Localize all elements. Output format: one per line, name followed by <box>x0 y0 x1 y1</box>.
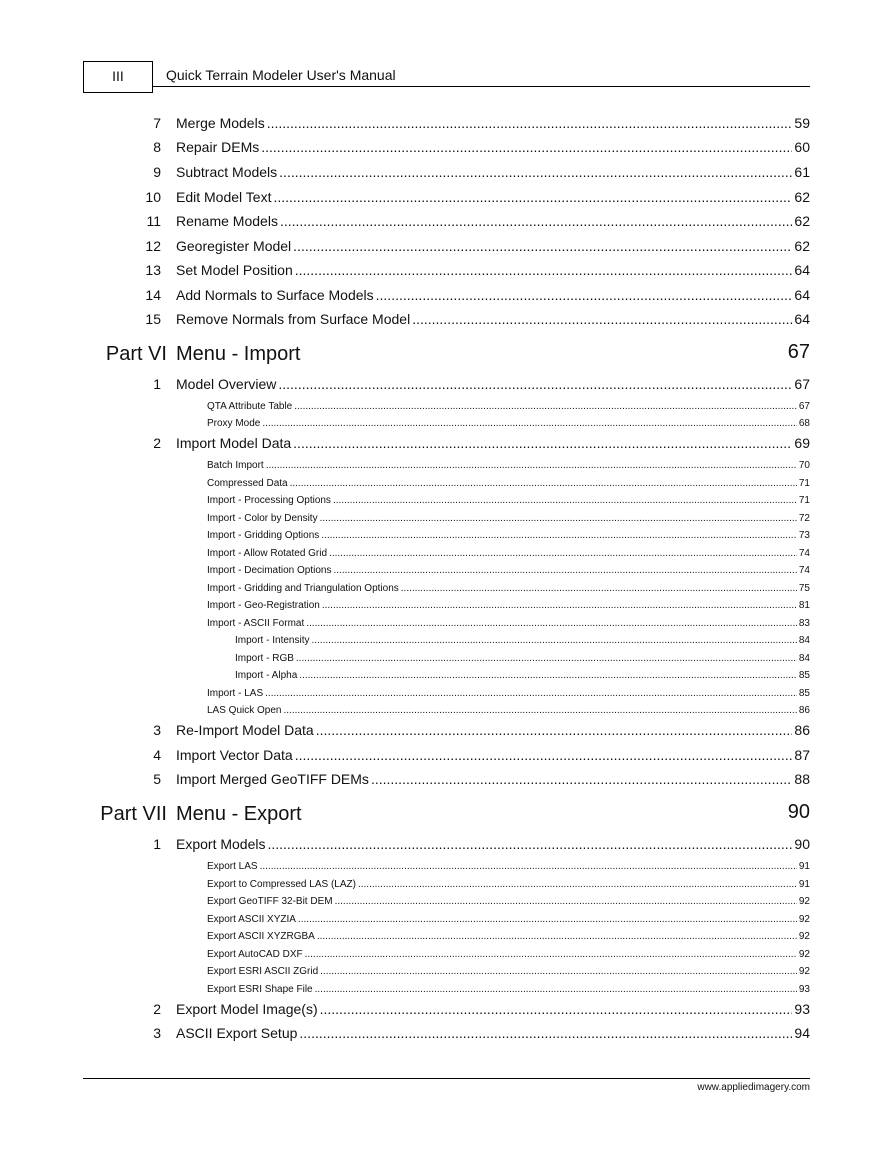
toc-subentry-page: 91 <box>798 879 810 890</box>
toc-subentry[interactable] <box>207 401 810 412</box>
toc-subentry[interactable] <box>207 984 810 995</box>
toc-subentry-page: 92 <box>798 949 810 960</box>
dot-leader <box>295 262 793 278</box>
toc-subentry-page: 70 <box>798 460 810 471</box>
toc-entry-number: 12 <box>145 238 161 254</box>
toc-subentry-page: 92 <box>798 896 810 907</box>
toc-subentry[interactable] <box>207 548 810 559</box>
toc-subentry[interactable] <box>207 879 810 890</box>
toc-subsubentry-title: Import - RGB <box>235 653 294 664</box>
toc-entry-number: 5 <box>153 771 161 787</box>
dot-leader <box>371 771 792 787</box>
toc-entry-page: 64 <box>794 262 810 278</box>
toc-subentry[interactable] <box>207 931 810 942</box>
toc-entry-title: Export Model Image(s) <box>176 1001 318 1017</box>
part-page: 67 <box>787 341 810 363</box>
toc-entry-number: 4 <box>153 747 161 763</box>
dot-leader <box>267 836 792 852</box>
toc-subentry-title: Export ASCII XYZRGBA <box>207 931 315 942</box>
toc-entry[interactable] <box>153 771 810 787</box>
toc-subentry-page: 73 <box>798 530 810 541</box>
toc-entry-title: Merge Models <box>176 115 265 131</box>
toc-entry[interactable] <box>145 262 810 278</box>
toc-entry[interactable] <box>153 1025 810 1041</box>
page-number: III <box>112 68 124 84</box>
toc-subentry[interactable] <box>207 418 810 429</box>
toc-subsubentry[interactable] <box>235 670 810 681</box>
toc-entry-title: Remove Normals from Surface Model <box>176 311 411 327</box>
dot-leader <box>290 478 797 489</box>
dot-leader <box>334 565 797 576</box>
toc-entry-page: 87 <box>794 747 810 763</box>
toc-entry-number: 1 <box>153 376 161 392</box>
toc-subentry-page: 86 <box>798 705 810 716</box>
toc-entry-number: 15 <box>145 311 161 327</box>
toc-subentry[interactable] <box>207 705 810 716</box>
toc-entry[interactable] <box>153 164 810 180</box>
toc-subentry-page: 92 <box>798 931 810 942</box>
toc-subentry-title: Import - Color by Density <box>207 513 318 524</box>
dot-leader <box>320 966 797 977</box>
toc-subentry-title: Proxy Mode <box>207 418 261 429</box>
running-title: Quick Terrain Modeler User's Manual <box>166 67 396 83</box>
dot-leader <box>279 164 792 180</box>
toc-subentry-page: 72 <box>798 513 810 524</box>
toc-subentry[interactable] <box>207 914 810 925</box>
footer-rule <box>83 1078 810 1079</box>
dot-leader <box>358 879 797 890</box>
dot-leader <box>267 115 793 131</box>
toc-subentry[interactable] <box>207 513 810 524</box>
toc-entry-page: 60 <box>794 139 810 155</box>
toc-subsubentry-page: 85 <box>798 670 810 681</box>
toc-subentry-title: Import - Geo-Registration <box>207 600 320 611</box>
dot-leader <box>316 722 793 738</box>
toc-subentry[interactable] <box>207 896 810 907</box>
toc-subentry[interactable] <box>207 861 810 872</box>
toc-entry-page: 64 <box>794 311 810 327</box>
toc-entry-page: 94 <box>794 1025 810 1041</box>
dot-leader <box>273 189 792 205</box>
toc-subentry-title: Import - Allow Rotated Grid <box>207 548 328 559</box>
part-page: 90 <box>787 801 810 823</box>
page-number-box <box>83 61 153 93</box>
toc-entry-title: Rename Models <box>176 213 278 229</box>
dot-leader <box>294 401 797 412</box>
toc-entry[interactable] <box>145 189 810 205</box>
dot-leader <box>376 287 793 303</box>
toc-entry-page: 64 <box>794 287 810 303</box>
toc-entry-title: Import Merged GeoTIFF DEMs <box>176 771 369 787</box>
dot-leader <box>322 600 797 611</box>
dot-leader <box>266 460 797 471</box>
toc-subentry-page: 67 <box>798 401 810 412</box>
toc-subentry-page: 74 <box>798 548 810 559</box>
toc-entry[interactable] <box>153 435 810 451</box>
toc-entry-title: Model Overview <box>176 376 277 392</box>
toc-subentry[interactable] <box>207 688 810 699</box>
dot-leader <box>298 914 797 925</box>
part-label: Part VI <box>105 343 167 365</box>
toc-subentry-page: 83 <box>798 618 810 629</box>
toc-subentry-title: Export ESRI Shape File <box>207 984 313 995</box>
dot-leader <box>401 583 797 594</box>
toc-subentry-title: Import - Gridding Options <box>207 530 320 541</box>
toc-entry-page: 62 <box>794 189 810 205</box>
dot-leader <box>283 705 796 716</box>
toc-entry-title: Re-Import Model Data <box>176 722 314 738</box>
toc-subentry[interactable] <box>207 565 810 576</box>
toc-subentry-title: Batch Import <box>207 460 264 471</box>
toc-subentry[interactable] <box>207 966 810 977</box>
toc-subentry-title: Import - ASCII Format <box>207 618 305 629</box>
toc-subentry-page: 92 <box>798 914 810 925</box>
toc-entry-page: 61 <box>794 164 810 180</box>
dot-leader <box>261 139 792 155</box>
toc-subentry-title: Export GeoTIFF 32-Bit DEM <box>207 896 333 907</box>
toc-subsubentry-title: Import - Alpha <box>235 670 298 681</box>
toc-entry-page: 62 <box>794 238 810 254</box>
toc-subentry-page: 92 <box>798 966 810 977</box>
dot-leader <box>299 670 797 681</box>
dot-leader <box>260 861 797 872</box>
toc-subentry-title: Export ASCII XYZIA <box>207 914 296 925</box>
header-rule <box>153 86 810 87</box>
dot-leader <box>306 618 797 629</box>
toc-entry-number: 14 <box>145 287 161 303</box>
toc-subsubentry[interactable] <box>235 653 810 664</box>
dot-leader <box>329 548 797 559</box>
part-title: Menu - Import <box>176 343 301 365</box>
toc-subentry[interactable] <box>207 460 810 471</box>
toc-subentry-title: Import - Decimation Options <box>207 565 332 576</box>
toc-entry-page: 67 <box>794 376 810 392</box>
part-label: Part VII <box>100 803 167 825</box>
toc-subentry-title: LAS Quick Open <box>207 705 282 716</box>
toc-entry-title: Import Vector Data <box>176 747 293 763</box>
toc-subsubentry-page: 84 <box>798 635 810 646</box>
toc-entry-number: 8 <box>153 139 161 155</box>
toc-entry-number: 10 <box>145 189 161 205</box>
toc-entry[interactable] <box>145 287 810 303</box>
toc-entry-title: Georegister Model <box>176 238 292 254</box>
dot-leader <box>305 949 797 960</box>
toc-entry-number: 7 <box>153 115 161 131</box>
dot-leader <box>333 495 797 506</box>
toc-entry[interactable] <box>145 238 810 254</box>
toc-subentry-title: Compressed Data <box>207 478 288 489</box>
dot-leader <box>315 984 797 995</box>
toc-entry-number: 2 <box>153 435 161 451</box>
toc-subentry-title: Export to Compressed LAS (LAZ) <box>207 879 356 890</box>
toc-entry-page: 93 <box>794 1001 810 1017</box>
toc-entry-title: ASCII Export Setup <box>176 1025 298 1041</box>
toc-subentry-page: 75 <box>798 583 810 594</box>
toc-subentry-title: Import - Gridding and Triangulation Options <box>207 583 399 594</box>
dot-leader <box>320 1001 793 1017</box>
toc-subentry[interactable] <box>207 949 810 960</box>
toc-subsubentry[interactable] <box>235 635 810 646</box>
toc-subentry-page: 93 <box>798 984 810 995</box>
toc-subentry[interactable] <box>207 583 810 594</box>
toc-subentry-title: Import - LAS <box>207 688 264 699</box>
toc-entry-number: 3 <box>153 1025 161 1041</box>
dot-leader <box>311 635 796 646</box>
toc-subentry-title: Export ESRI ASCII ZGrid <box>207 966 319 977</box>
dot-leader <box>317 931 797 942</box>
toc-subentry-page: 81 <box>798 600 810 611</box>
toc-entry-number: 9 <box>153 164 161 180</box>
toc-subentry-page: 85 <box>798 688 810 699</box>
toc-entry-title: Import Model Data <box>176 435 292 451</box>
dot-leader <box>321 530 797 541</box>
toc-subentry-page: 68 <box>798 418 810 429</box>
toc-entry-page: 88 <box>794 771 810 787</box>
dot-leader <box>412 311 792 327</box>
toc-entry-page: 69 <box>794 435 810 451</box>
toc-entry-title: Edit Model Text <box>176 189 272 205</box>
toc-entry-title: Repair DEMs <box>176 139 260 155</box>
dot-leader <box>262 418 797 429</box>
dot-leader <box>296 653 797 664</box>
dot-leader <box>320 513 797 524</box>
part-title: Menu - Export <box>176 803 302 825</box>
toc-entry[interactable] <box>145 311 810 327</box>
toc-entry[interactable] <box>153 115 810 131</box>
toc-subentry-page: 74 <box>798 565 810 576</box>
toc-entry-page: 59 <box>794 115 810 131</box>
toc-entry-title: Subtract Models <box>176 164 278 180</box>
toc-entry[interactable] <box>153 836 810 852</box>
toc-subentry[interactable] <box>207 618 810 629</box>
toc-subentry[interactable] <box>207 478 810 489</box>
toc-entry-title: Set Model Position <box>176 262 293 278</box>
toc-subentry-title: Export LAS <box>207 861 258 872</box>
footer-url[interactable]: www.appliedimagery.com <box>697 1082 810 1093</box>
toc-entry[interactable] <box>153 139 810 155</box>
dot-leader <box>335 896 797 907</box>
toc-subentry[interactable] <box>207 495 810 506</box>
toc-subentry-title: QTA Attribute Table <box>207 401 293 412</box>
dot-leader <box>280 213 792 229</box>
toc-subentry-title: Import - Processing Options <box>207 495 331 506</box>
toc-entry[interactable] <box>153 1001 810 1017</box>
toc-subentry-title: Export AutoCAD DXF <box>207 949 303 960</box>
dot-leader <box>265 688 797 699</box>
toc-entry-title: Add Normals to Surface Models <box>176 287 374 303</box>
toc-subentry-page: 91 <box>798 861 810 872</box>
toc-entry-page: 62 <box>794 213 810 229</box>
toc-subentry[interactable] <box>207 600 810 611</box>
toc-subentry-page: 71 <box>798 478 810 489</box>
dot-leader <box>293 435 792 451</box>
toc-entry[interactable] <box>153 722 810 738</box>
toc-entry[interactable] <box>153 747 810 763</box>
toc-entry-page: 90 <box>794 836 810 852</box>
toc-entry[interactable] <box>153 376 810 392</box>
dot-leader <box>295 747 793 763</box>
toc-subentry[interactable] <box>207 530 810 541</box>
toc-entry-title: Export Models <box>176 836 266 852</box>
dot-leader <box>293 238 792 254</box>
toc-subentry-page: 71 <box>798 495 810 506</box>
toc-entry[interactable] <box>146 213 810 229</box>
toc-entry-number: 11 <box>146 213 161 229</box>
dot-leader <box>278 376 792 392</box>
toc-subsubentry-page: 84 <box>798 653 810 664</box>
dot-leader <box>299 1025 792 1041</box>
toc-entry-number: 3 <box>153 722 161 738</box>
toc-entry-number: 1 <box>153 836 161 852</box>
toc-subsubentry-title: Import - Intensity <box>235 635 310 646</box>
toc-entry-page: 86 <box>794 722 810 738</box>
toc-entry-number: 2 <box>153 1001 161 1017</box>
toc-entry-number: 13 <box>145 262 161 278</box>
